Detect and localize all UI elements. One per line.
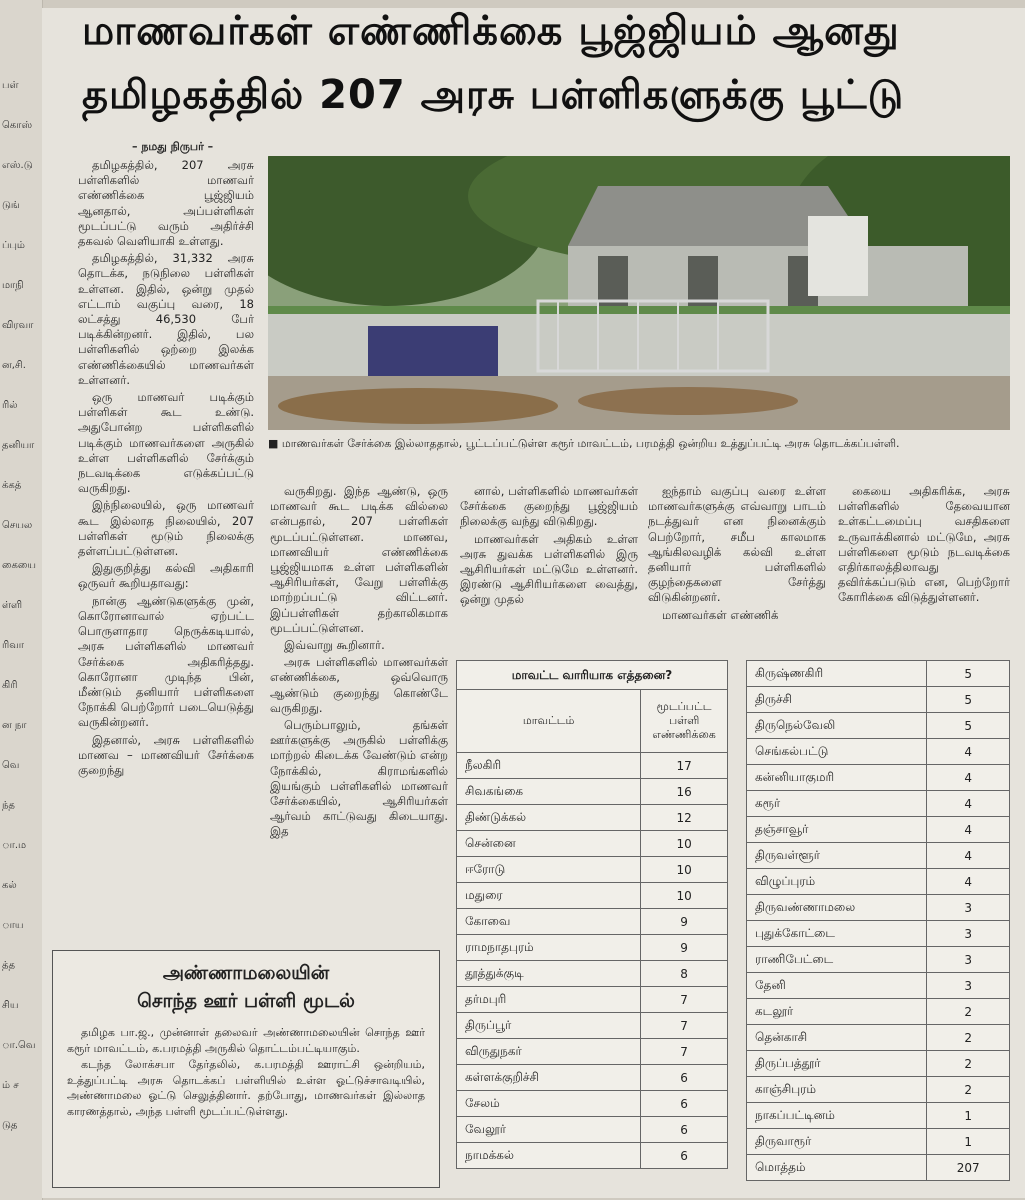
margin-text-fragment: ாய — [2, 920, 24, 931]
table-row — [457, 857, 728, 883]
article-column-1 — [78, 158, 254, 780]
table-row — [747, 973, 1010, 999]
newspaper-page — [42, 8, 1025, 1198]
closed-school-count: 2 — [927, 1077, 1010, 1103]
closed-school-count: 7 — [641, 987, 728, 1013]
district-name: திண்டுக்கல் — [457, 805, 641, 831]
sidebar-paragraph: கடந்த லோக்சபா தேர்தலில், க.பரமத்தி ஊராட்சி ஒன்றியம், உத்துப்பட்டி அரசு தொடக்கப் பள்ளியில் உள்ள ஓட்டுச்சாவடியில், அண்ணாமலை ஓட்டு செலுத்தினார். தற்போது, மாணவர்கள் இல்லாத காரணத்தால், அந்த பள்ளி மூடப்பட்டுள்ளது. — [67, 1058, 425, 1118]
district-name: சிவகங்கை — [457, 779, 641, 805]
district-name: தர்மபுரி — [457, 987, 641, 1013]
district-name: தூத்துக்குடி — [457, 961, 641, 987]
table-row — [747, 661, 1010, 687]
closed-school-count: 4 — [927, 843, 1010, 869]
table-row — [457, 753, 728, 779]
closed-school-count: 12 — [641, 805, 728, 831]
closed-school-count: 3 — [927, 921, 1010, 947]
district-name: மதுரை — [457, 883, 641, 909]
closed-school-count: 1 — [927, 1129, 1010, 1155]
table-row — [457, 1013, 728, 1039]
district-name: செங்கல்பட்டு — [747, 739, 927, 765]
district-name: திருவாரூர் — [747, 1129, 927, 1155]
article-paragraph: தமிழகத்தில், 31,332 அரசு தொடக்க, நடுநிலை பள்ளிகள் உள்ளன. இதில், ஒன்று முதல் எட்டாம் வகுப்பு வரை, 18 லட்சத்து 46,530 பேர் படிக்கின்றனர். இதில், பல பள்ளிகளில் ஒற்றை இலக்க எண்ணிக்கையில் மாணவர்கள் உள்ளனர். — [78, 251, 254, 387]
margin-text-fragment: க்கத் — [2, 480, 22, 491]
table-row — [747, 1129, 1010, 1155]
sidebar-title-line-1: அண்ணாமலையின் — [162, 962, 330, 984]
margin-text-fragment: கொஸ் — [2, 120, 33, 131]
district-name: திருநெல்வேலி — [747, 713, 927, 739]
margin-text-fragment: கல் — [2, 880, 17, 891]
byline: – நமது நிருபர் – — [132, 140, 214, 153]
district-name: தென்காசி — [747, 1025, 927, 1051]
district-name: கன்னியாகுமரி — [747, 765, 927, 791]
district-name: சேலம் — [457, 1091, 641, 1117]
table-row — [747, 1155, 1010, 1181]
margin-text-fragment: வெ — [2, 760, 20, 771]
caption-bullet-icon: ■ — [268, 437, 282, 450]
district-name: கரூர் — [747, 791, 927, 817]
photo-caption-text: மாணவர்கள் சேர்க்கை இல்லாததால், பூட்டப்பட்டுள்ள கரூர் மாவட்டம், பரமத்தி ஒன்றிய உத்துப்பட்டி அரசு தொடக்கப்பள்ளி. — [281, 437, 900, 450]
table-row — [747, 1103, 1010, 1129]
margin-text-fragment: ன நா — [2, 720, 27, 731]
closed-school-count: 6 — [641, 1065, 728, 1091]
table-row — [457, 1117, 728, 1143]
margin-text-fragment: சிய — [2, 1000, 19, 1011]
closed-school-count: 5 — [927, 661, 1010, 687]
margin-text-fragment: ரில் — [2, 400, 18, 411]
table-row — [457, 1065, 728, 1091]
closed-school-count: 6 — [641, 1117, 728, 1143]
district-name: திருப்பத்தூர் — [747, 1051, 927, 1077]
closed-school-count: 10 — [641, 857, 728, 883]
district-name: கோவை — [457, 909, 641, 935]
closed-school-count: 3 — [927, 895, 1010, 921]
margin-text-fragment: எஸ்.டு — [2, 160, 33, 171]
closed-school-count: 3 — [927, 973, 1010, 999]
article-paragraph: தமிழகத்தில், 207 அரசு பள்ளிகளில் மாணவர் எண்ணிக்கை பூஜ்ஜியம் ஆனதால், அப்பள்ளிகள் மூடப்பட்டு வரும் அதிர்ச்சி தகவல் வெளியாகி உள்ளது. — [78, 158, 254, 249]
district-name: கிருஷ்ணகிரி — [747, 661, 927, 687]
margin-text-fragment: கையை — [2, 560, 36, 571]
margin-text-fragment: டுத — [2, 1120, 18, 1131]
table-row — [747, 999, 1010, 1025]
district-name: புதுக்கோட்டை — [747, 921, 927, 947]
table-row — [457, 1091, 728, 1117]
district-name: காஞ்சிபுரம் — [747, 1077, 927, 1103]
closed-school-count: 7 — [641, 1039, 728, 1065]
district-table-right — [746, 660, 1010, 1181]
closed-school-count: 4 — [927, 817, 1010, 843]
table-row — [457, 1039, 728, 1065]
sidebar-body — [53, 1015, 439, 1119]
article-paragraph: அரசு பள்ளிகளில் மாணவர்கள் எண்ணிக்கை, ஒவ்வொரு ஆண்டும் குறைந்து கொண்டே வருகிறது. — [270, 655, 448, 715]
table-row — [747, 843, 1010, 869]
table-title-row — [457, 661, 728, 690]
margin-text-fragment: த்த — [2, 960, 16, 971]
article-paragraph: இந்நிலையில், ஒரு மாணவர் கூட இல்லாத நிலையில், 207 பள்ளிகள் மூடும் நிலைக்கு தள்ளப்பட்டுள்ளன. — [78, 498, 254, 559]
article-paragraph: நான்கு ஆண்டுகளுக்கு முன், கொரோனாவால் ஏற்பட்ட பொருளாதார நெருக்கடியால், அரசு பள்ளிகளில் மாணவர் சேர்க்கை அதிகரித்தது. கொரோனா முடிந்த பின், மீண்டும் தனியார் பள்ளிகளை நோக்கி பெற்றோர் படையெடுத்து வருகின்றனர். — [78, 593, 254, 730]
table-row — [747, 1025, 1010, 1051]
table-row — [747, 765, 1010, 791]
closed-school-count: 16 — [641, 779, 728, 805]
closed-school-count: 4 — [927, 791, 1010, 817]
article-paragraph: பெரும்பாலும், தங்கள் ஊர்களுக்கு அருகில் பள்ளிக்கு மாற்றல் கிடைக்க வேண்டும் என்ற நோக்கில், கிராமங்களில் இயங்கும் பள்ளிகளில் மாணவர் சேர்க்கையில், ஆசிரியர்கள் ஆர்வம் காட்டுவது கிடையாது. இத — [270, 718, 448, 839]
closed-school-count: 2 — [927, 1025, 1010, 1051]
table-row — [747, 739, 1010, 765]
margin-text-fragment: பள் — [2, 80, 19, 91]
closed-school-count: 2 — [927, 1051, 1010, 1077]
district-name: திருச்சி — [747, 687, 927, 713]
table-row — [457, 935, 728, 961]
district-name: ராணிபேட்டை — [747, 947, 927, 973]
table-row — [457, 961, 728, 987]
article-column-2 — [270, 484, 448, 842]
margin-text-fragment: ா.ம — [2, 840, 27, 851]
article-paragraph: னால், பள்ளிகளில் மாணவர்கள் சேர்க்கை குறைந்து பூஜ்ஜியம் நிலைக்கு வந்து விடுகிறது. — [460, 484, 638, 529]
closed-school-count: 2 — [927, 999, 1010, 1025]
article-paragraph: இதனால், அரசு பள்ளிகளில் மாணவ – மாணவியர் சேர்க்கை குறைந்து — [78, 732, 254, 777]
table-row — [747, 1077, 1010, 1103]
headline-line-2: தமிழகத்தில் 207 அரசு பள்ளிகளுக்கு பூட்டு — [82, 72, 905, 118]
closed-school-count: 10 — [641, 883, 728, 909]
district-name: நாகப்பட்டினம் — [747, 1103, 927, 1129]
district-table-left — [456, 660, 728, 1169]
closed-school-count: 3 — [927, 947, 1010, 973]
article-paragraph: இதுகுறித்து கல்வி அதிகாரி ஒருவர் கூறியதாவது: — [78, 561, 254, 591]
district-name: தேனி — [747, 973, 927, 999]
sidebar-title-line-2: சொந்த ஊர் பள்ளி மூடல் — [137, 990, 355, 1012]
article-paragraph: ஐந்தாம் வகுப்பு வரை உள்ள மாணவர்களுக்கு எவ்வாறு பாடம் நடத்துவர் என நினைக்கும் பெற்றோர், சமீப காலமாக ஆங்கிலவழிக் கல்வி உள்ள தனியார் பள்ளிகளில் குழந்தைகளை சேர்த்து விடுகின்றனர். — [648, 484, 826, 605]
margin-text-fragment: ள்ளி — [2, 600, 23, 611]
district-name: மொத்தம் — [747, 1155, 927, 1181]
table-row — [457, 1143, 728, 1169]
district-name: கள்ளக்குறிச்சி — [457, 1065, 641, 1091]
school-building-illustration — [268, 156, 1010, 430]
school-photo — [268, 156, 1010, 430]
closed-school-count: 4 — [927, 869, 1010, 895]
table-row — [747, 713, 1010, 739]
district-name: விருதுநகர் — [457, 1039, 641, 1065]
district-name: ராமநாதபுரம் — [457, 935, 641, 961]
margin-text-fragment: ன,சி. — [2, 360, 26, 371]
article-paragraph: மாணவர்கள் அதிகம் உள்ள அரசு துவக்க பள்ளிகளில் இரு ஆசிரியர்கள் மட்டுமே உள்ளனர். இரண்டு ஆசிரியர்களை வைத்து, ஒன்று முதல் — [460, 531, 638, 607]
margin-text-fragment: ம் ச — [2, 1080, 19, 1091]
district-name: கடலூர் — [747, 999, 927, 1025]
table-row — [457, 909, 728, 935]
closed-school-count: 5 — [927, 713, 1010, 739]
sidebar-title — [53, 959, 439, 1015]
article-paragraph: கையை அதிகரிக்க, அரசு பள்ளிகளில் தேவையான உள்கட்டமைப்பு வசதிகளை உருவாக்கினால் மட்டுமே, அரசு பள்ளிகளை மூடும் நடவடிக்கை எதிர்காலத்திலாவது தவிர்க்கப்படும் என, பெற்றோர் கோரிக்கை விடுத்துள்ளனர். — [838, 484, 1010, 605]
margin-text-fragment: ரிவா — [2, 640, 24, 651]
closed-school-count: 207 — [927, 1155, 1010, 1181]
table-header-row — [457, 690, 728, 753]
district-name: திருவள்ளூர் — [747, 843, 927, 869]
article-paragraph: இவ்வாறு கூறினார். — [284, 638, 385, 653]
margin-text-fragment: மாநி — [2, 280, 24, 291]
margin-text-fragment: செயல — [2, 520, 33, 531]
closed-school-count: 4 — [927, 739, 1010, 765]
annamalai-sidebar-box — [52, 950, 440, 1188]
adjacent-page-strip — [0, 0, 43, 1200]
photo-caption — [268, 436, 1010, 451]
table-row — [747, 791, 1010, 817]
table-row — [747, 895, 1010, 921]
margin-text-fragment: ா.வெ — [2, 1040, 36, 1051]
district-name: நாமக்கல் — [457, 1143, 641, 1169]
article-paragraph: ஒரு மாணவர் படிக்கும் பள்ளிகள் கூட உண்டு. அதுபோன்ற பள்ளிகளில் படிக்கும் மாணவர்களை அருகில் உள்ள பள்ளிகளில் சேர்க்கும் நடவடிக்கை எடுக்கப்பட்டு வருகிறது. — [78, 390, 254, 496]
header-district: மாவட்டம் — [457, 690, 641, 753]
header-closed-count: மூடப்பட்ட பள்ளி எண்ணிக்கை — [641, 690, 728, 753]
closed-school-count: 4 — [927, 765, 1010, 791]
table-row — [457, 987, 728, 1013]
district-name: விழுப்புரம் — [747, 869, 927, 895]
table-row — [457, 805, 728, 831]
article-column-5 — [838, 484, 1010, 608]
district-name: வேலூர் — [457, 1117, 641, 1143]
margin-text-fragment: விரவா — [2, 320, 34, 331]
district-name: தஞ்சாவூர் — [747, 817, 927, 843]
margin-text-fragment: டுங் — [2, 200, 20, 211]
article-paragraph: வருகிறது. இந்த ஆண்டு, ஒரு மாணவர் கூட படிக்க வில்லை என்பதால், 207 பள்ளிகள் மூடப்பட்டுள்ளன. மாணவ, மாணவியர் எண்ணிக்கை பூஜ்ஜியமாக உள்ள பள்ளிகளின் ஆசிரியர்கள், வேறு பள்ளிக்கு மாற்றப்பட்டு விட்டனர். இப்பள்ளிகள் தற்காலிகமாக மூடப்பட்டுள்ளன. — [270, 484, 448, 635]
closed-school-count: 7 — [641, 1013, 728, 1039]
margin-text-fragment: தனியா — [2, 440, 35, 451]
table-row — [747, 921, 1010, 947]
table-row — [747, 817, 1010, 843]
closed-school-count: 9 — [641, 909, 728, 935]
table-row — [457, 883, 728, 909]
article-column-3 — [460, 484, 638, 610]
table-row — [747, 1051, 1010, 1077]
district-name: நீலகிரி — [457, 753, 641, 779]
table-row — [747, 947, 1010, 973]
district-name: சென்னை — [457, 831, 641, 857]
margin-text-fragment: ந்த — [2, 800, 15, 811]
closed-school-count: 9 — [641, 935, 728, 961]
margin-text-fragment: கிரி — [2, 680, 18, 691]
closed-school-count: 17 — [641, 753, 728, 779]
closed-school-count: 10 — [641, 831, 728, 857]
district-name: திருவண்ணாமலை — [747, 895, 927, 921]
closed-school-count: 1 — [927, 1103, 1010, 1129]
table-row — [457, 831, 728, 857]
closed-school-count: 5 — [927, 687, 1010, 713]
closed-school-count: 6 — [641, 1091, 728, 1117]
district-name: ஈரோடு — [457, 857, 641, 883]
table-row — [747, 869, 1010, 895]
table-title: மாவட்ட வாரியாக எத்தனை? — [457, 661, 728, 690]
article-paragraph: மாணவர்கள் எண்ணிக் — [662, 607, 779, 622]
closed-school-count: 8 — [641, 961, 728, 987]
closed-school-count: 6 — [641, 1143, 728, 1169]
margin-text-fragment: ப்பும் — [2, 240, 25, 251]
sidebar-paragraph: தமிழக பா.ஜ., முன்னாள் தலைவர் அண்ணாமலையின் சொந்த ஊர் கரூர் மாவட்டம், க.பரமத்தி அருகில் தொட்டம்பட்டியாகும். — [67, 1026, 425, 1055]
district-name: திருப்பூர் — [457, 1013, 641, 1039]
table-row — [457, 779, 728, 805]
table-row — [747, 687, 1010, 713]
headline-line-1: மாணவர்கள் எண்ணிக்கை பூஜ்ஜியம் ஆனது — [82, 8, 900, 54]
article-column-4 — [648, 484, 826, 625]
